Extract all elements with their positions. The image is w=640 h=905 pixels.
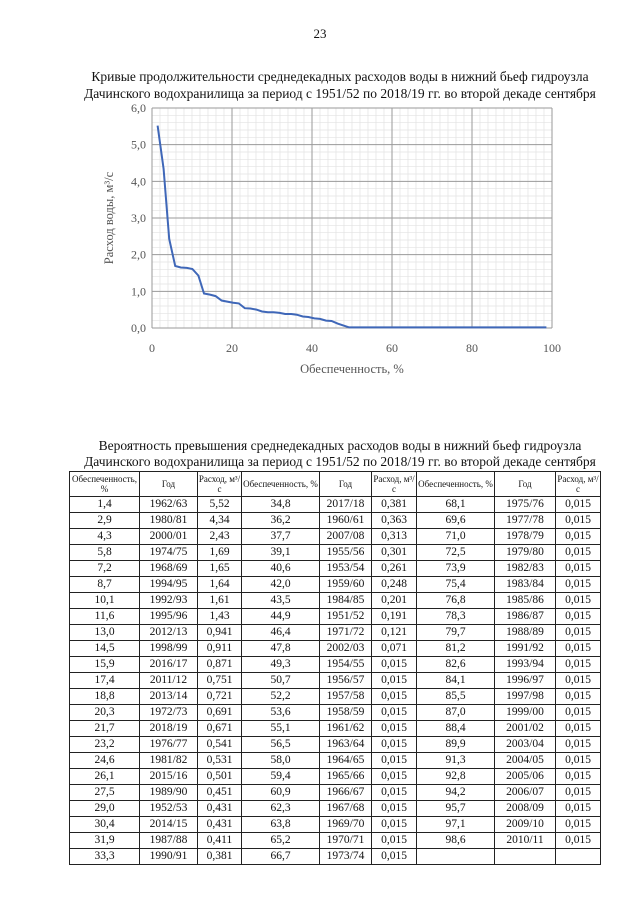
cell-year: 1999/00 [495, 705, 556, 721]
cell-year: 2013/14 [140, 689, 198, 705]
cell-discharge: 0,411 [198, 833, 242, 849]
cell-year: 1986/87 [495, 609, 556, 625]
cell-discharge: 0,501 [198, 769, 242, 785]
cell-discharge: 2,43 [198, 529, 242, 545]
cell-discharge: 0,015 [372, 721, 417, 737]
cell-discharge: 0,015 [556, 753, 601, 769]
cell-discharge: 0,015 [372, 849, 417, 865]
cell-probability: 87,0 [417, 705, 495, 721]
cell-year: 1967/68 [320, 801, 372, 817]
duration-curve-chart [95, 100, 575, 375]
cell-discharge: 5,52 [198, 497, 242, 513]
cell-year: 1978/79 [495, 529, 556, 545]
cell-year: 2010/11 [495, 833, 556, 849]
header-discharge-3: Расход, м³/с [556, 472, 601, 497]
cell-year: 1989/90 [140, 785, 198, 801]
cell-discharge: 0,691 [198, 705, 242, 721]
cell-probability: 68,1 [417, 497, 495, 513]
cell-year: 1977/78 [495, 513, 556, 529]
table-title [60, 438, 620, 470]
cell-probability: 5,8 [70, 545, 140, 561]
table-title-line-2: Дачинского водохранилища за период с 1951/52 по 2018/19 гг. во второй декаде сентября [84, 454, 596, 469]
cell-discharge: 0,015 [556, 577, 601, 593]
cell-year: 1975/76 [495, 497, 556, 513]
table-header-row [70, 472, 601, 497]
cell-probability: 56,5 [242, 737, 320, 753]
cell-discharge: 0,015 [556, 801, 601, 817]
cell-probability: 95,7 [417, 801, 495, 817]
cell-probability: 73,9 [417, 561, 495, 577]
cell-discharge: 0,015 [556, 641, 601, 657]
cell-discharge: 0,015 [556, 769, 601, 785]
table-row [70, 641, 601, 657]
cell-year: 1970/71 [320, 833, 372, 849]
table-row [70, 593, 601, 609]
cell-probability: 65,2 [242, 833, 320, 849]
cell-year: 1996/97 [495, 673, 556, 689]
cell-probability: 63,8 [242, 817, 320, 833]
cell-probability: 92,8 [417, 769, 495, 785]
cell-year: 2009/10 [495, 817, 556, 833]
cell-probability: 60,9 [242, 785, 320, 801]
cell-discharge: 0,015 [556, 497, 601, 513]
cell-probability: 29,0 [70, 801, 140, 817]
cell-probability: 66,7 [242, 849, 320, 865]
cell-discharge: 0,431 [198, 817, 242, 833]
cell-year: 1952/53 [140, 801, 198, 817]
cell-discharge: 0,015 [556, 545, 601, 561]
cell-year: 1965/66 [320, 769, 372, 785]
table-row [70, 737, 601, 753]
cell-discharge: 0,363 [372, 513, 417, 529]
table-row [70, 625, 601, 641]
cell-discharge: 0,015 [556, 673, 601, 689]
cell-year: 1993/94 [495, 657, 556, 673]
y-tick-label: 0,0 [131, 321, 146, 335]
cell-discharge: 0,015 [556, 593, 601, 609]
table-row [70, 545, 601, 561]
cell-discharge: 1,64 [198, 577, 242, 593]
cell-probability: 91,3 [417, 753, 495, 769]
cell-year: 1964/65 [320, 753, 372, 769]
cell-year: 2003/04 [495, 737, 556, 753]
chart-title-line-2: Дачинского водохранилища за период с 1951/52 по 2018/19 гг. во второй декаде сентября [84, 86, 596, 101]
x-tick-label: 0 [149, 341, 155, 355]
cell-discharge: 0,015 [372, 737, 417, 753]
cell-discharge: 0,015 [372, 705, 417, 721]
cell-year: 1991/92 [495, 641, 556, 657]
table-row [70, 561, 601, 577]
cell-discharge: 0,015 [556, 561, 601, 577]
cell-year: 1976/77 [140, 737, 198, 753]
cell-discharge: 0,721 [198, 689, 242, 705]
cell-probability: 36,2 [242, 513, 320, 529]
cell-discharge: 0,381 [372, 497, 417, 513]
cell-year: 1983/84 [495, 577, 556, 593]
cell-probability: 82,6 [417, 657, 495, 673]
cell-probability: 62,3 [242, 801, 320, 817]
cell-probability: 26,1 [70, 769, 140, 785]
cell-year: 1971/72 [320, 625, 372, 641]
cell-year: 1979/80 [495, 545, 556, 561]
cell-probability: 39,1 [242, 545, 320, 561]
cell-discharge: 0,451 [198, 785, 242, 801]
cell-probability: 79,7 [417, 625, 495, 641]
cell-discharge: 1,43 [198, 609, 242, 625]
cell-probability: 71,0 [417, 529, 495, 545]
cell-discharge: 0,015 [372, 817, 417, 833]
cell-discharge: 0,911 [198, 641, 242, 657]
cell-year: 2017/18 [320, 497, 372, 513]
cell-probability: 4,3 [70, 529, 140, 545]
cell-year: 2006/07 [495, 785, 556, 801]
cell-probability: 58,0 [242, 753, 320, 769]
cell-year: 1992/93 [140, 593, 198, 609]
cell-probability: 17,4 [70, 673, 140, 689]
cell-probability: 33,3 [70, 849, 140, 865]
cell-probability: 11,6 [70, 609, 140, 625]
cell-probability: 23,2 [70, 737, 140, 753]
x-tick-label: 20 [226, 341, 238, 355]
cell-discharge: 0,015 [556, 689, 601, 705]
cell-year [495, 849, 556, 865]
y-tick-label: 4,0 [131, 174, 146, 189]
cell-discharge: 0,015 [556, 705, 601, 721]
cell-probability: 81,2 [417, 641, 495, 657]
cell-discharge: 0,015 [556, 609, 601, 625]
cell-probability: 15,9 [70, 657, 140, 673]
cell-year: 2012/13 [140, 625, 198, 641]
cell-probability: 94,2 [417, 785, 495, 801]
cell-discharge: 0,871 [198, 657, 242, 673]
cell-probability: 24,6 [70, 753, 140, 769]
table-row [70, 721, 601, 737]
cell-year: 1981/82 [140, 753, 198, 769]
cell-year: 1990/91 [140, 849, 198, 865]
cell-discharge [556, 849, 601, 865]
cell-probability [417, 849, 495, 865]
table-row [70, 673, 601, 689]
y-tick-label: 5,0 [131, 137, 146, 152]
cell-discharge: 0,015 [372, 833, 417, 849]
table-title-line-1: Вероятность превышения среднедекадных расходов воды в нижний бьеф гидроузла [98, 438, 582, 453]
cell-probability: 30,4 [70, 817, 140, 833]
cell-discharge: 0,015 [556, 625, 601, 641]
cell-year: 1959/60 [320, 577, 372, 593]
x-tick-label: 60 [386, 341, 398, 355]
cell-discharge: 0,015 [372, 769, 417, 785]
cell-year: 1984/85 [320, 593, 372, 609]
header-discharge-2: Расход, м³/с [372, 472, 417, 497]
cell-year: 2005/06 [495, 769, 556, 785]
cell-discharge: 0,201 [372, 593, 417, 609]
cell-discharge: 0,015 [372, 657, 417, 673]
cell-year: 1951/52 [320, 609, 372, 625]
cell-discharge: 0,015 [372, 785, 417, 801]
cell-discharge: 0,015 [556, 529, 601, 545]
header-year-1: Год [140, 472, 198, 497]
cell-discharge: 0,941 [198, 625, 242, 641]
cell-discharge: 0,015 [556, 833, 601, 849]
x-tick-label: 40 [306, 341, 318, 355]
y-tick-label: 1,0 [131, 284, 146, 299]
cell-year: 1998/99 [140, 641, 198, 657]
cell-probability: 53,6 [242, 705, 320, 721]
cell-year: 1957/58 [320, 689, 372, 705]
x-tick-label: 100 [543, 341, 561, 355]
cell-year: 2008/09 [495, 801, 556, 817]
cell-probability: 84,1 [417, 673, 495, 689]
table-row [70, 833, 601, 849]
cell-year: 1958/59 [320, 705, 372, 721]
cell-year: 2000/01 [140, 529, 198, 545]
cell-probability: 21,7 [70, 721, 140, 737]
cell-probability: 47,8 [242, 641, 320, 657]
cell-year: 1954/55 [320, 657, 372, 673]
cell-probability: 85,5 [417, 689, 495, 705]
cell-discharge: 0,313 [372, 529, 417, 545]
header-discharge-1: Расход, м³/с [198, 472, 242, 497]
table-row [70, 689, 601, 705]
table-row [70, 609, 601, 625]
cell-discharge: 0,301 [372, 545, 417, 561]
cell-discharge: 0,015 [372, 801, 417, 817]
cell-probability: 43,5 [242, 593, 320, 609]
table-body [70, 497, 601, 865]
y-axis-label: Расход воды, м³/с [102, 171, 116, 265]
exceedance-table [69, 471, 601, 865]
cell-probability: 89,9 [417, 737, 495, 753]
cell-probability: 37,7 [242, 529, 320, 545]
cell-probability: 40,6 [242, 561, 320, 577]
header-probability-3: Обеспеченность, % [417, 472, 495, 497]
header-probability-2: Обеспеченность, % [242, 472, 320, 497]
cell-discharge: 0,381 [198, 849, 242, 865]
x-tick-label: 80 [466, 341, 478, 355]
cell-probability: 20,3 [70, 705, 140, 721]
cell-year: 1988/89 [495, 625, 556, 641]
cell-year: 1974/75 [140, 545, 198, 561]
cell-probability: 2,9 [70, 513, 140, 529]
cell-year: 1953/54 [320, 561, 372, 577]
cell-probability: 8,7 [70, 577, 140, 593]
cell-discharge: 4,34 [198, 513, 242, 529]
cell-discharge: 0,015 [556, 721, 601, 737]
cell-year: 1968/69 [140, 561, 198, 577]
cell-probability: 69,6 [417, 513, 495, 529]
cell-year: 2007/08 [320, 529, 372, 545]
cell-discharge: 0,751 [198, 673, 242, 689]
x-axis-label: Обеспеченность, % [300, 362, 404, 375]
cell-year: 1960/61 [320, 513, 372, 529]
cell-discharge: 1,61 [198, 593, 242, 609]
cell-discharge: 0,671 [198, 721, 242, 737]
table-row [70, 817, 601, 833]
cell-probability: 18,8 [70, 689, 140, 705]
cell-discharge: 0,431 [198, 801, 242, 817]
cell-probability: 50,7 [242, 673, 320, 689]
cell-year: 1956/57 [320, 673, 372, 689]
cell-probability: 10,1 [70, 593, 140, 609]
cell-discharge: 0,248 [372, 577, 417, 593]
cell-discharge: 0,015 [372, 673, 417, 689]
cell-year: 1961/62 [320, 721, 372, 737]
cell-year: 2016/17 [140, 657, 198, 673]
cell-discharge: 0,015 [556, 513, 601, 529]
cell-discharge: 0,541 [198, 737, 242, 753]
table-row [70, 801, 601, 817]
cell-probability: 27,5 [70, 785, 140, 801]
cell-probability: 44,9 [242, 609, 320, 625]
page-number: 23 [313, 26, 327, 41]
table-row [70, 497, 601, 513]
cell-discharge: 0,015 [372, 689, 417, 705]
cell-discharge: 0,015 [556, 785, 601, 801]
cell-year: 2018/19 [140, 721, 198, 737]
y-tick-label: 3,0 [131, 211, 146, 225]
table-row [70, 769, 601, 785]
cell-year: 2001/02 [495, 721, 556, 737]
y-tick-label: 6,0 [131, 101, 146, 115]
cell-year: 1955/56 [320, 545, 372, 561]
table-row [70, 513, 601, 529]
cell-probability: 49,3 [242, 657, 320, 673]
cell-probability: 78,3 [417, 609, 495, 625]
cell-year: 2014/15 [140, 817, 198, 833]
table-row [70, 849, 601, 865]
cell-discharge: 0,015 [556, 657, 601, 673]
cell-discharge: 1,65 [198, 561, 242, 577]
cell-probability: 14,5 [70, 641, 140, 657]
table-row [70, 785, 601, 801]
cell-year: 1985/86 [495, 593, 556, 609]
cell-probability: 97,1 [417, 817, 495, 833]
y-tick-label: 2,0 [131, 247, 146, 262]
cell-probability: 55,1 [242, 721, 320, 737]
chart-title [60, 68, 620, 102]
table-row [70, 753, 601, 769]
cell-probability: 31,9 [70, 833, 140, 849]
chart-title-line-1: Кривые продолжительности среднедекадных расходов воды в нижний бьеф гидроузла [91, 69, 589, 84]
cell-probability: 72,5 [417, 545, 495, 561]
cell-discharge: 1,69 [198, 545, 242, 561]
cell-year: 2004/05 [495, 753, 556, 769]
cell-year: 1995/96 [140, 609, 198, 625]
header-year-3: Год [495, 472, 556, 497]
cell-discharge: 0,015 [556, 817, 601, 833]
cell-year: 1962/63 [140, 497, 198, 513]
cell-year: 1997/98 [495, 689, 556, 705]
cell-year: 1973/74 [320, 849, 372, 865]
cell-discharge: 0,071 [372, 641, 417, 657]
cell-discharge: 0,261 [372, 561, 417, 577]
cell-discharge: 0,191 [372, 609, 417, 625]
cell-year: 1982/83 [495, 561, 556, 577]
cell-probability: 46,4 [242, 625, 320, 641]
cell-probability: 88,4 [417, 721, 495, 737]
cell-year: 1994/95 [140, 577, 198, 593]
header-year-2: Год [320, 472, 372, 497]
cell-probability: 76,8 [417, 593, 495, 609]
table-row [70, 705, 601, 721]
cell-probability: 34,8 [242, 497, 320, 513]
cell-year: 1966/67 [320, 785, 372, 801]
cell-discharge: 0,531 [198, 753, 242, 769]
cell-probability: 75,4 [417, 577, 495, 593]
cell-probability: 1,4 [70, 497, 140, 513]
cell-probability: 13,0 [70, 625, 140, 641]
cell-year: 2015/16 [140, 769, 198, 785]
cell-probability: 42,0 [242, 577, 320, 593]
table-row [70, 657, 601, 673]
table-row [70, 577, 601, 593]
header-probability-1: Обеспеченность, % [70, 472, 140, 497]
cell-year: 1972/73 [140, 705, 198, 721]
cell-year: 2011/12 [140, 673, 198, 689]
cell-probability: 52,2 [242, 689, 320, 705]
cell-probability: 59,4 [242, 769, 320, 785]
cell-discharge: 0,121 [372, 625, 417, 641]
cell-probability: 98,6 [417, 833, 495, 849]
table-row [70, 529, 601, 545]
cell-year: 1980/81 [140, 513, 198, 529]
cell-year: 2002/03 [320, 641, 372, 657]
cell-discharge: 0,015 [556, 737, 601, 753]
cell-year: 1987/88 [140, 833, 198, 849]
cell-year: 1963/64 [320, 737, 372, 753]
cell-discharge: 0,015 [372, 753, 417, 769]
cell-probability: 7,2 [70, 561, 140, 577]
cell-year: 1969/70 [320, 817, 372, 833]
